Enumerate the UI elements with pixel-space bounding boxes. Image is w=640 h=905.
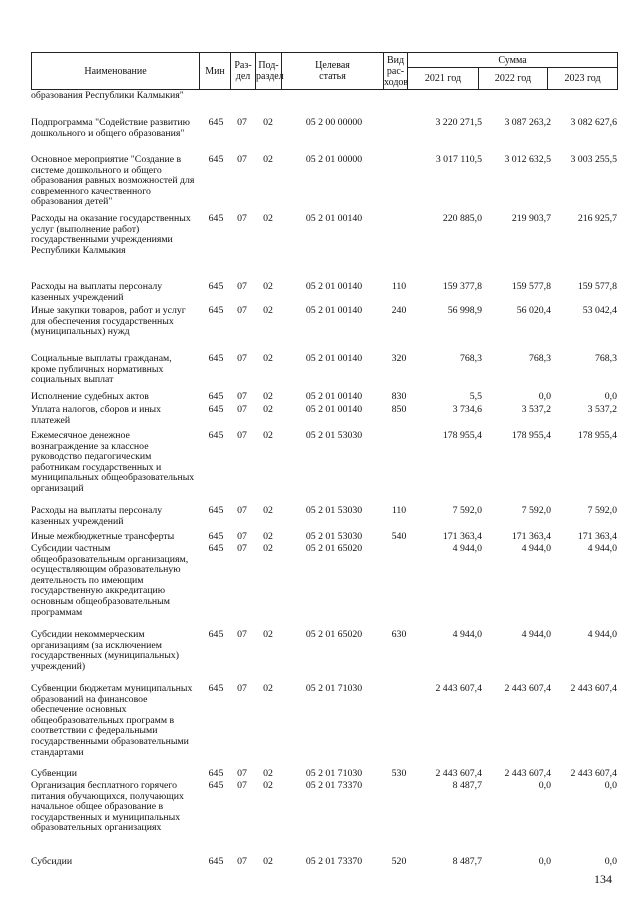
header-razdel: Раз- дел: [231, 53, 256, 90]
cell-s2: 3 012 632,5: [504, 154, 551, 165]
cell-cst: 05 2 01 00140: [305, 353, 363, 364]
cell-min: 645: [208, 856, 224, 867]
row-name: Исполнение судебных актов: [31, 391, 149, 402]
cell-s2: 0,0: [538, 780, 551, 791]
cell-s2: 4 944,0: [521, 629, 551, 640]
cell-podr: 02: [263, 683, 273, 694]
row-name: Иные межбюджетные трансферты: [31, 531, 175, 542]
table-row: [31, 544, 617, 618]
cell-razd: 07: [237, 683, 247, 694]
cell-min: 645: [208, 154, 224, 165]
cell-razd: 07: [237, 404, 247, 415]
cell-s2: 3 537,2: [521, 404, 551, 415]
cell-vid: 520: [391, 856, 407, 867]
cell-s2: 56 020,4: [516, 305, 551, 316]
row-name: Субсидии некоммерческим организациям (за исключением государственных (муниципальных) учреждений): [31, 629, 179, 672]
header-year-2023: 2023 год: [548, 68, 618, 90]
cell-podr: 02: [263, 768, 273, 779]
row-name: Социальные выплаты гражданам, кроме публичных нормативных социальных выплат: [31, 353, 172, 386]
table-row: [31, 118, 617, 139]
cell-s1: 2 443 607,4: [435, 683, 482, 694]
cell-s2: 768,3: [528, 353, 551, 364]
cell-s1: 8 487,7: [452, 780, 482, 791]
cell-s3: 7 592,0: [587, 505, 617, 516]
cell-s1: 2 443 607,4: [435, 768, 482, 779]
page-number: 134: [594, 872, 612, 886]
cell-razd: 07: [237, 391, 247, 402]
row-name: Иные закупки товаров, работ и услуг для обеспечения государственных (муниципальных) нужд: [31, 305, 186, 338]
cell-s3: 159 577,8: [577, 281, 617, 292]
cell-s1: 178 955,4: [442, 430, 482, 441]
cell-podr: 02: [263, 780, 273, 791]
cell-vid: 320: [391, 353, 407, 364]
cell-cst: 05 2 01 00140: [305, 391, 363, 402]
cell-s3: 0,0: [604, 856, 617, 867]
row-name: Субвенции: [31, 768, 77, 779]
cell-s1: 159 377,8: [442, 281, 482, 292]
cell-s2: 4 944,0: [521, 543, 551, 554]
row-name: образования Республики Калмыкия": [31, 90, 184, 101]
cell-podr: 02: [263, 213, 273, 224]
table-row: [31, 214, 617, 256]
cell-min: 645: [208, 683, 224, 694]
cell-cst: 05 2 01 65020: [305, 629, 363, 640]
cell-s3: 0,0: [604, 391, 617, 402]
cell-s2: 0,0: [538, 856, 551, 867]
table-row: [31, 630, 617, 672]
cell-s3: 171 363,4: [577, 531, 617, 542]
table-row: [31, 282, 617, 303]
cell-cst: 05 2 01 53030: [305, 505, 363, 516]
cell-cst: 05 2 00 00000: [305, 117, 363, 128]
cell-min: 645: [208, 281, 224, 292]
table-row: [31, 354, 617, 386]
cell-podr: 02: [263, 629, 273, 640]
cell-razd: 07: [237, 117, 247, 128]
cell-razd: 07: [237, 213, 247, 224]
cell-s3: 4 944,0: [587, 629, 617, 640]
cell-vid: 110: [391, 505, 407, 516]
row-name: Субсидии частным общеобразовательным организациям, осуществляющим образовательную деятельность по имеющим государственную аккредитацию основным общеобразовательным программам: [31, 543, 189, 618]
row-name: Основное мероприятие "Создание в системе дошкольного и общего образования равных возможностей для современного качественного образования детей": [31, 154, 195, 208]
cell-min: 645: [208, 430, 224, 441]
cell-podr: 02: [263, 281, 273, 292]
header-year-2021: 2021 год: [408, 68, 479, 90]
cell-s3: 0,0: [604, 780, 617, 791]
table-row: [31, 405, 617, 426]
row-name: Организация бесплатного горячего питания обучающихся, получающих начальное общее образование в государственных и муниципальных образовательных организациях: [31, 780, 184, 834]
cell-cst: 05 2 01 00140: [305, 404, 363, 415]
table-row: [31, 781, 617, 834]
cell-s3: 3 537,2: [587, 404, 617, 415]
cell-podr: 02: [263, 543, 273, 554]
cell-s2: 171 363,4: [511, 531, 551, 542]
cell-s2: 219 903,7: [511, 213, 551, 224]
cell-razd: 07: [237, 768, 247, 779]
cell-cst: 05 2 01 00140: [305, 281, 363, 292]
cell-s2: 178 955,4: [511, 430, 551, 441]
cell-s2: 7 592,0: [521, 505, 551, 516]
cell-cst: 05 2 01 53030: [305, 531, 363, 542]
row-name: Расходы на выплаты персоналу казенных учреждений: [31, 505, 163, 527]
table-row: [31, 431, 617, 495]
header-year-2022: 2022 год: [479, 68, 548, 90]
header-podrazdel: Под- раздел: [256, 53, 282, 90]
cell-s3: 768,3: [594, 353, 617, 364]
table-row: [31, 155, 617, 208]
cell-cst: 05 2 01 53030: [305, 430, 363, 441]
cell-podr: 02: [263, 353, 273, 364]
cell-min: 645: [208, 531, 224, 542]
table-row: [31, 684, 617, 758]
cell-podr: 02: [263, 404, 273, 415]
table-header: [31, 52, 618, 90]
cell-razd: 07: [237, 856, 247, 867]
row-name: Расходы на выплаты персоналу казенных учреждений: [31, 281, 163, 303]
cell-s2: 159 577,8: [511, 281, 551, 292]
cell-vid: 530: [391, 768, 407, 779]
header-min: Мин: [200, 53, 231, 90]
cell-s3: 216 925,7: [577, 213, 617, 224]
cell-min: 645: [208, 768, 224, 779]
cell-podr: 02: [263, 856, 273, 867]
cell-podr: 02: [263, 505, 273, 516]
cell-razd: 07: [237, 629, 247, 640]
cell-s1: 3 220 271,5: [435, 117, 482, 128]
cell-s3: 2 443 607,4: [570, 768, 617, 779]
cell-razd: 07: [237, 353, 247, 364]
cell-s2: 2 443 607,4: [504, 683, 551, 694]
cell-cst: 05 2 01 00140: [305, 305, 363, 316]
cell-s3: 3 082 627,6: [570, 117, 617, 128]
cell-podr: 02: [263, 154, 273, 165]
cell-razd: 07: [237, 305, 247, 316]
cell-vid: 630: [391, 629, 407, 640]
cell-min: 645: [208, 117, 224, 128]
cell-s1: 4 944,0: [452, 543, 482, 554]
cell-s1: 5,5: [469, 391, 482, 402]
cell-cst: 05 2 01 73370: [305, 856, 363, 867]
cell-min: 645: [208, 505, 224, 516]
cell-podr: 02: [263, 391, 273, 402]
cell-razd: 07: [237, 505, 247, 516]
cell-s3: 178 955,4: [577, 430, 617, 441]
table-row: [31, 91, 617, 102]
cell-s3: 2 443 607,4: [570, 683, 617, 694]
cell-podr: 02: [263, 531, 273, 542]
row-name: Подпрограмма "Содействие развитию дошкольного и общего образования": [31, 117, 190, 139]
cell-min: 645: [208, 353, 224, 364]
cell-podr: 02: [263, 117, 273, 128]
cell-s2: 3 087 263,2: [504, 117, 551, 128]
cell-razd: 07: [237, 531, 247, 542]
cell-cst: 05 2 01 00000: [305, 154, 363, 165]
table-row: [31, 506, 617, 527]
table-row: [31, 532, 617, 543]
cell-s1: 171 363,4: [442, 531, 482, 542]
cell-vid: 830: [391, 391, 407, 402]
cell-cst: 05 2 01 71030: [305, 768, 363, 779]
cell-razd: 07: [237, 430, 247, 441]
cell-razd: 07: [237, 281, 247, 292]
cell-vid: 850: [391, 404, 407, 415]
cell-cst: 05 2 01 73370: [305, 780, 363, 791]
cell-razd: 07: [237, 543, 247, 554]
cell-cst: 05 2 01 00140: [305, 213, 363, 224]
cell-min: 645: [208, 543, 224, 554]
cell-s1: 3 017 110,5: [435, 154, 482, 165]
row-name: Уплата налогов, сборов и иных платежей: [31, 404, 162, 426]
header-summa: Сумма: [408, 53, 618, 68]
cell-vid: 110: [391, 281, 407, 292]
cell-cst: 05 2 01 71030: [305, 683, 363, 694]
cell-s3: 4 944,0: [587, 543, 617, 554]
cell-podr: 02: [263, 430, 273, 441]
cell-s3: 53 042,4: [582, 305, 617, 316]
cell-s2: 2 443 607,4: [504, 768, 551, 779]
cell-razd: 07: [237, 780, 247, 791]
cell-vid: 240: [391, 305, 407, 316]
cell-s1: 220 885,0: [442, 213, 482, 224]
cell-min: 645: [208, 629, 224, 640]
header-name: Наименование: [32, 53, 200, 90]
cell-s1: 56 998,9: [447, 305, 482, 316]
cell-podr: 02: [263, 305, 273, 316]
row-name: Субвенции бюджетам муниципальных образований на финансовое обеспечение основных общеобразовательных программ в соответствии с федеральными государственными образовательными стандартами: [31, 683, 193, 758]
cell-min: 645: [208, 391, 224, 402]
header-celevaya-statya: Целевая статья: [282, 53, 384, 90]
cell-min: 645: [208, 780, 224, 791]
row-name: Расходы на оказание государственных услуг (выполнение работ) государственными учреждениями Республики Калмыкия: [31, 213, 191, 256]
header-vid-rashodov: Вид рас- ходов: [384, 54, 409, 88]
cell-vid: 540: [391, 531, 407, 542]
cell-s1: 7 592,0: [452, 505, 482, 516]
cell-s1: 768,3: [459, 353, 482, 364]
cell-s3: 3 003 255,5: [570, 154, 617, 165]
table-row: [31, 392, 617, 403]
table-row: [31, 769, 617, 780]
cell-s1: 8 487,7: [452, 856, 482, 867]
cell-s1: 4 944,0: [452, 629, 482, 640]
cell-s2: 0,0: [538, 391, 551, 402]
table-row: [31, 306, 617, 338]
row-name: Субсидии: [31, 856, 73, 867]
table-row: [31, 857, 617, 868]
cell-cst: 05 2 01 65020: [305, 543, 363, 554]
cell-razd: 07: [237, 154, 247, 165]
row-name: Ежемесячное денежное вознаграждение за классное руководство педагогическим работникам государственных и муниципальных общеобразовательных организаций: [31, 430, 195, 494]
cell-min: 645: [208, 213, 224, 224]
cell-s1: 3 734,6: [452, 404, 482, 415]
cell-min: 645: [208, 305, 224, 316]
cell-min: 645: [208, 404, 224, 415]
